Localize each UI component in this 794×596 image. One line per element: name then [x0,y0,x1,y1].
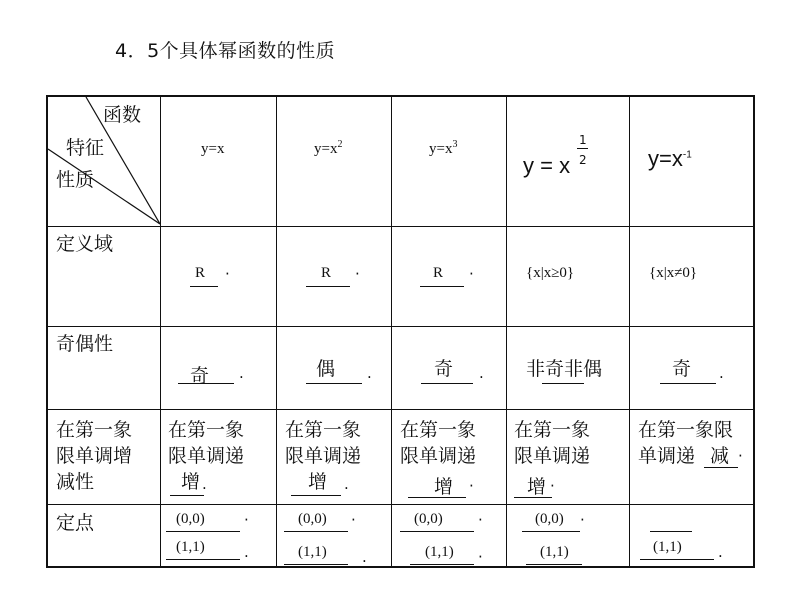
func-exp: 3 [452,139,458,150]
dot: · [225,265,230,283]
dot: . [718,543,723,561]
row-divider [48,504,753,505]
fixed-point-value: (0,0) [176,511,205,527]
row-label-line: 限单调增 [56,445,133,467]
monotonic-text-line: 在第一象限 [638,419,734,441]
answer-underline [640,559,714,560]
answer-underline [526,564,582,565]
fixed-point-value: (0,0) [298,511,327,527]
column-divider [506,97,507,566]
dot: · [351,511,356,529]
dot: · [550,477,555,495]
dot: · [478,511,483,529]
answer-underline [400,531,474,532]
answer-underline [522,531,580,532]
answer-underline [420,286,464,287]
column-divider [629,97,630,566]
monotonic-text-line: 限单调递 [285,445,362,467]
column-divider [276,97,277,566]
dot: . [344,475,349,493]
dot: . [239,364,244,382]
func-exp-num: 1 [579,133,587,147]
func-header-5 [648,146,692,172]
parity-value: 非奇非偶 [526,358,603,380]
domain-value: R [321,265,332,281]
dot: · [469,265,474,283]
monotonic-text-line: 限单调递 [168,445,245,467]
domain-value: R [195,265,206,281]
monotonic-text-line: 单调递 [638,445,696,467]
answer-underline [514,497,552,498]
answer-underline [166,531,240,532]
answer-underline [291,495,341,496]
dot: · [478,548,483,566]
monotonic-text-line: 限单调递 [514,445,591,467]
monotonic-text-line: 限单调递 [400,445,477,467]
answer-underline [704,467,738,468]
column-divider [391,97,392,566]
domain-value: {x|x≠0} [649,265,698,281]
fixed-point-value: (1,1) [298,544,327,560]
func-header-3 [429,141,457,158]
func-header-2 [314,141,342,158]
func-base: y = x [523,153,571,178]
dot: . [202,475,207,493]
answer-underline [542,383,584,384]
answer-underline [178,383,234,384]
dot: . [479,364,484,382]
dot: · [469,477,474,495]
parity-value: 奇 [672,358,692,380]
fixed-point-value: (1,1) [540,544,569,560]
row-label-fixed-point: 定点 [56,512,95,534]
answer-underline [306,286,350,287]
row-label-line: 减性 [56,471,95,493]
monotonic-text-line: 在第一象 [400,419,477,441]
answer-underline [660,383,716,384]
monotonic-value: 增 [527,476,547,498]
answer-underline [190,286,218,287]
row-label-domain: 定义域 [56,233,114,255]
monotonic-value: 增 [308,471,328,493]
fixed-point-value: (1,1) [176,539,205,555]
monotonic-text-line: 在第一象 [168,419,245,441]
dot: · [580,511,585,529]
answer-underline [284,564,348,565]
answer-underline [284,531,348,532]
answer-underline [410,564,474,565]
func-base: y=x [648,146,683,171]
answer-underline [170,495,204,496]
row-label-line: 在第一象 [56,419,133,441]
header-feature-label: 特征 [66,137,105,159]
dot: . [362,548,367,566]
domain-value: {x|x≥0} [526,265,575,281]
func-exp: 2 [337,139,343,150]
fixed-point-value: (0,0) [414,511,443,527]
row-divider [48,226,753,227]
dot: · [738,447,743,465]
dot: . [244,543,249,561]
func-header-1 [201,141,224,158]
func-exp-den: 2 [579,153,587,167]
row-divider [48,409,753,410]
row-label-parity: 奇偶性 [56,333,114,355]
answer-underline [421,383,473,384]
monotonic-value: 增 [181,471,201,493]
answer-underline [306,383,362,384]
answer-underline [408,497,466,498]
column-divider [160,97,161,566]
monotonic-value: 增 [434,476,454,498]
func-base: y=x [429,141,453,157]
fixed-point-value: (1,1) [653,539,682,555]
func-base: y=x [314,141,338,157]
power-function-table [46,95,755,568]
func-exp: -1 [682,149,692,161]
dot: · [355,265,360,283]
dot: . [719,364,724,382]
header-property-label: 性质 [56,169,95,191]
page-title: 4．5个具体幂函数的性质 [115,40,336,62]
header-func-label: 函数 [103,104,142,126]
parity-value: 奇 [190,365,210,387]
monotonic-value: 减 [710,445,730,467]
fixed-point-value: (0,0) [535,511,564,527]
dot: · [244,511,249,529]
monotonic-text-line: 在第一象 [514,419,591,441]
parity-value: 奇 [434,358,454,380]
dot: . [367,364,372,382]
parity-value: 偶 [316,358,336,380]
row-divider [48,326,753,327]
fixed-point-value: (1,1) [425,544,454,560]
domain-value: R [433,265,444,281]
func-base: y=x [201,141,225,157]
monotonic-text-line: 在第一象 [285,419,362,441]
answer-underline [650,531,692,532]
answer-underline [166,559,240,560]
